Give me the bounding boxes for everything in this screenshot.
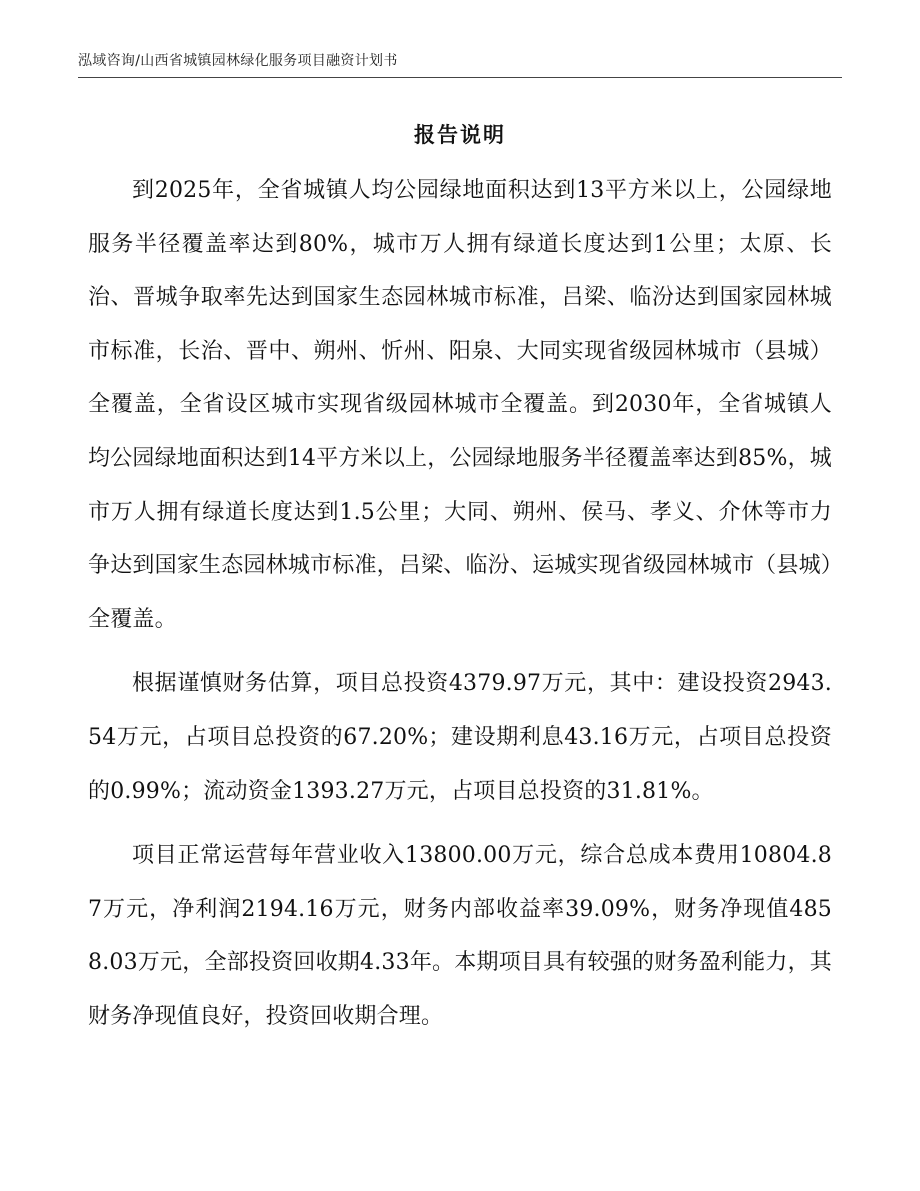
header-divider bbox=[78, 77, 842, 78]
paragraph-investment: 根据谨慎财务估算，项目总投资4379.97万元，其中：建设投资2943.54万元，占项目总投资的67.20%；建设期利息43.16万元，占项目总投资的0.99%；流动资金1393.27万元，占项目总投资的31.81%。 bbox=[88, 671, 832, 804]
paragraph-financials: 项目正常运营每年营业收入13800.00万元，综合总成本费用10804.87万元，净利润2194.16万元，财务内部收益率39.09%，财务净现值4858.03万元，全部投资回收期4.33年。本期项目具有较强的财务盈利能力，其财务净现值良好，投资回收期合理。 bbox=[88, 843, 832, 1029]
running-header: 泓域咨询/山西省城镇园林绿化服务项目融资计划书 bbox=[78, 53, 398, 69]
section-title: 报告说明 bbox=[414, 123, 506, 147]
report-body bbox=[88, 164, 832, 1055]
paragraph-targets: 到2025年，全省城镇人均公园绿地面积达到13平方米以上，公园绿地服务半径覆盖率达到80%，城市万人拥有绿道长度达到1公里；太原、长治、晋城争取率先达到国家生态园林城市标准，吕梁、临汾达到国家园林城市标准，长治、晋中、朔州、忻州、阳泉、大同实现省级园林城市（县城）全覆盖，全省设区城市实现省级园林城市全覆盖。到2030年，全省城镇人均公园绿地面积达到14平方米以上，公园绿地服务半径覆盖率达到85%，城市万人拥有绿道长度达到1.5公里；大同、朔州、侯马、孝义、介休等市力争达到国家生态园林城市标准，吕梁、临汾、运城实现省级园林城市（县城）全覆盖。 bbox=[88, 178, 832, 632]
